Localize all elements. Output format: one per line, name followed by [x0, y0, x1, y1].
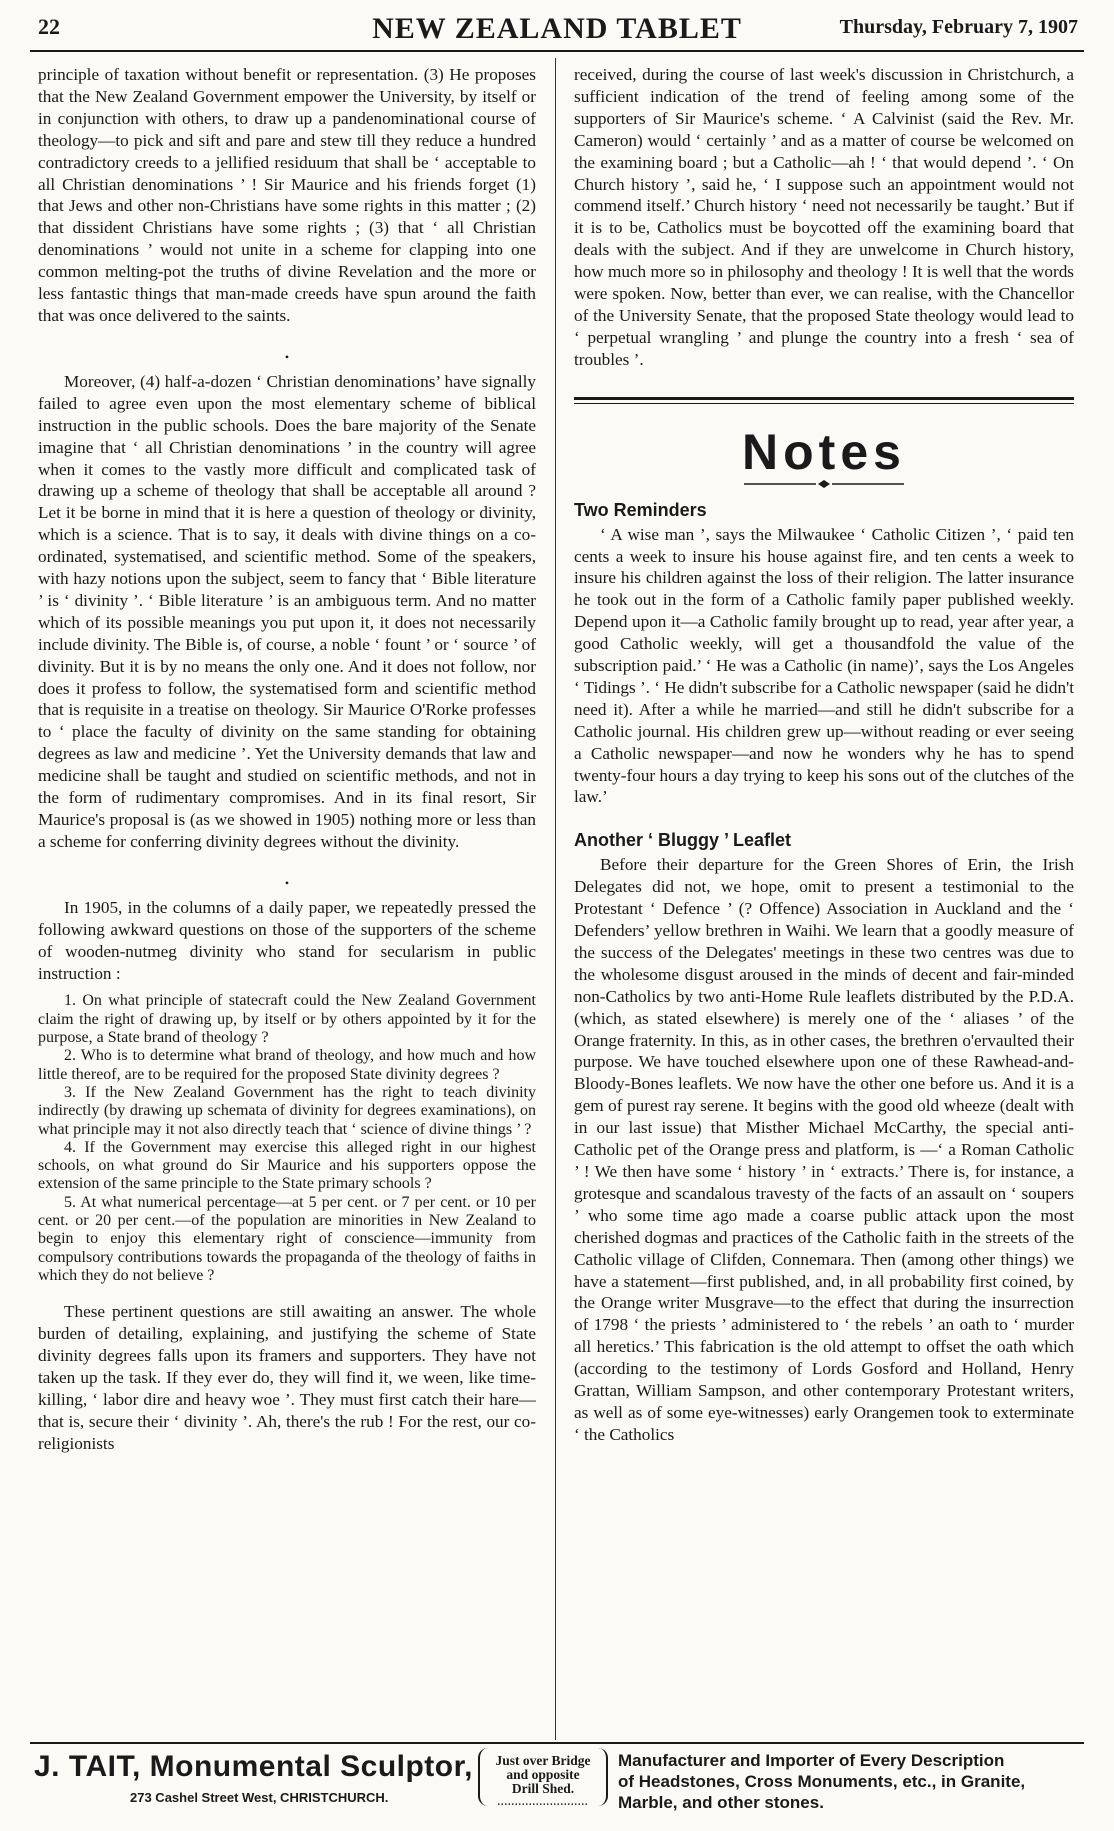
notes-title: Notes — [742, 423, 906, 480]
left-column — [38, 64, 536, 1455]
article-paragraph: Before their departure for the Green Shores of Erin, the Irish Delegates did not, we hope, omit to present a testimonial to the Protestant ‘ Defence ’ (? Offence) Association in Auckland and the ‘ Defenders’ yellow brethren in Waihi. We learn that a goodly measure of the success of the Delegates' meetings in these two centres was due to the wholesome disgust aroused in the minds of decent and fair-minded non-Catholics by two anti-Home Rule leaflets distributed by the P.D.A. (which, as stated elsewhere) is merely one of the ‘ aliases ’ of the Orange fraternity. In this, as in other cases, the brethren o'ervaulted their purpose. We have touched elsewhere upon one of these Rawhead-and-Bloody-Bones leaflets. We now have the other one before us. And it is a gem of purest ray serene. It begins with the good old wheeze (dealt with in our last issue) that Misther Michael McCarthy, the special anti-Catholic pet of the Orange press and platform, is —‘ a Roman Catholic ’ ! We then have some ‘ history ’ in ‘ extracts.’ There is, for instance, a grotesque and scandalous travesty of the facts of an assault on ‘ soupers ’ who some time ago made a coarse public attack upon the most cherished dogmas and practices of the Catholic faith in the streets of the Catholic village of Clifden, Connemara. Then (among other things) we have a statement—first published, and, in all probability first coined, by the Orange writer Musgrave—to the effect that during the insurrection of 1798 ‘ the priests ’ administered to ‘ the rebels ’ an oath to ‘ murder all heretics.’ This fabrication is the old attempt to offset the oath which (according to the testimony of Lords Gosford and Holland, Henry Grattan, William Sampson, and other contemporary Protestant writers, as well as of some eye-witnesses) early Orangemen took to exterminate ‘ the Catholics — [574, 855, 1074, 1444]
section-heading: Another ‘ Bluggy ’ Leaflet — [574, 830, 792, 851]
issue-date: Thursday, February 7, 1907 — [839, 16, 1078, 38]
section-heading: Two Reminders — [574, 499, 707, 520]
location-box — [478, 1748, 608, 1806]
location-line: Drill Shed. — [511, 1781, 575, 1796]
page-number: 22 — [38, 14, 60, 39]
paragraph-separator: • — [284, 349, 290, 364]
article-paragraph: Moreover, (4) half-a-dozen ‘ Christian denominations’ have signally failed to agree even upon the most elementary scheme of biblical instruction in the public schools. Does the bare majority of the Senate imagine that ‘ all Christian denominations ’ in the country will agree when it comes to the vastly more difficult and complicated task of drawing up a scheme of theology that shall be acceptable all around ? Let it be borne in mind that it is here a question of theology or divinity, which is a science. That is to say, it deals with divine things on a co-ordinated, systematised, and scientific method. Some of the speakers, with hazy notions upon the subject, seem to fancy that ‘ Bible literature ’ is ‘ divinity ’. ‘ Bible literature ’ is an ambiguous term. And no matter which of its possible meanings you put upon it, it does not necessarily include divinity. The Bible is, of course, a noble ‘ fount ’ or ‘ source ’ of divinity. But it is by no means the only one. And it does not follow, nor does it profess to follow, the systematised form and scientific method that is requisite in a treatise on theology. Sir Maurice O'Rorke professes to ‘ place the faculty of divinity on the same standing for obtaining degrees as law and medicine ’. Yet the University demands that law and medicine shall be taught and studied on scientific methods, and not in the form of rudimentary compromises. And in its final resort, Sir Maurice's proposal is (as we showed in 1905) nothing more or less than a scheme for conferring divinity degrees without the divinity. — [38, 371, 536, 851]
section-rule — [574, 403, 1074, 404]
question-list — [38, 992, 536, 1285]
question-item: 5. At what numerical percentage—at 5 per cent. or 7 per cent. or 10 per cent. or 20 per cent.—of the population are minorities in New Zealand to begin to enjoy this elementary right of conscience—immunity from compulsory contributions towards the propaganda of the theology of faiths in which they do not believe ? — [38, 1193, 536, 1284]
question-item: 3. If the New Zealand Government has the right to teach divinity indirectly (by drawing up schemata of divinity for degrees examinations), on what principle may it not also directly teach that ‘ science of divine things ’ ? — [38, 1083, 536, 1138]
dotted-rule: .......................... — [497, 1797, 589, 1808]
section-rule — [574, 397, 1074, 400]
right-column — [574, 64, 1074, 1446]
location-line: and opposite — [506, 1767, 580, 1782]
question-item: 1. On what principle of statecraft could the New Zealand Government claim the right of drawing up, by itself or by others appointed by it for the purpose, a State brand of theology ? — [38, 992, 536, 1047]
question-item: 4. If the Government may exercise this alleged right in our highest schools, on what ground do Sir Maurice and his supporters oppose the extension of the same principle to the State primary schools ? — [38, 1138, 536, 1193]
advertiser-address: 273 Cashel Street West, CHRISTCHURCH. — [130, 1790, 389, 1805]
notes-banner — [574, 424, 1074, 488]
advert-line: Manufacturer and Importer of Every Description — [618, 1751, 1005, 1770]
location-line: Just over Bridge — [495, 1753, 591, 1768]
advert-line: of Headstones, Cross Monuments, etc., in Granite, — [618, 1772, 1026, 1791]
paper-title: NEW ZEALAND TABLET — [372, 12, 742, 45]
article-paragraph: These pertinent questions are still awaiting an answer. The whole burden of detailing, explaining, and justifying the scheme of State divinity degrees falls upon its framers and supporters. They have not taken up the task. If they ever do, they will find it, we ween, like time-killing, ‘ labor dire and heavy woe ’. They must first catch their hare—that is, secure their ‘ divinity ’. Ah, there's the rub ! For the rest, our co-religionists — [38, 1302, 536, 1453]
ornament-rule-icon — [744, 480, 904, 488]
advertiser-name: J. TAIT, Monumental Sculptor, — [34, 1750, 473, 1783]
paragraph-separator: • — [284, 875, 290, 890]
advertisement — [30, 1742, 1084, 1814]
column-divider — [555, 58, 556, 1740]
masthead — [30, 14, 1084, 52]
advert-line: Marble, and other stones. — [618, 1793, 824, 1812]
article-paragraph: principle of taxation without benefit or representation. (3) He proposes that the New Zealand Government empower the University, by itself or in conjunction with others, to draw up a pandenominational course of theology—to pick and sift and pare and stew till they reduce a hundred contradictory creeds to a jellified residuum that shall be ‘ acceptable to all Christian denominations ’ ! Sir Maurice and his friends forget (1) that Jews and other non-Christians have some rights in this matter ; (2) that dissident Christians have some rights ; (3) that ‘ all Christian denominations ’ would not unite in a scheme for clapping into one common melting-pot the truths of divine Revelation and the more or less fantastic things that man-made creeds have spun around the faith that was once delivered to the saints. — [38, 65, 536, 325]
article-paragraph: ‘ A wise man ’, says the Milwaukee ‘ Catholic Citizen ’, ‘ paid ten cents a week to insure his house against fire, and ten cents a week to insure his children against the loss of their religion. The latter insurance he took out in the form of a Catholic family paper published weekly. Depend upon it—a Catholic family brought up to read, year after year, a good Catholic weekly, will get a thousandfold the value of the subscription paid.’ ‘ He was a Catholic (in name)’, says the Los Angeles ‘ Tidings ’. ‘ He didn't subscribe for a Catholic newspaper (said he didn't need it). After a while he married—and still he didn't subscribe for a Catholic journal. His children grew up—without reading or ever seeing a Catholic newspaper—and now he wonders why he has to spend twenty-four hours a day trying to keep his sons out of the clutches of the law.’ — [574, 524, 1074, 807]
article-paragraph: received, during the course of last week's discussion in Christchurch, a sufficient indication of the trend of feeling among some of the supporters of Sir Maurice's scheme. ‘ A Calvinist (said the Rev. Mr. Cameron) would ‘ certainly ’ and as a matter of course be welcomed on the examining board ; but a Catholic—ah ! ‘ that would depend ’. ‘ On Church history ’, said he, ‘ I suppose such an appointment would not commend itself.’ Church history ‘ need not necessarily be taught.’ But if it is to be, Catholics must be boycotted off the examining board that deals with the subject. And if they are unwelcome in Church history, how much more so in philosophy and theology ! It is well that the words were spoken. Now, better than ever, we can realise, with the Chancellor of the University Senate, that the proposed State theology would lead to ‘ perpetual wrangling ’ and plunge the country into a fresh ‘ sea of troubles ’. — [574, 65, 1074, 369]
advert-description — [618, 1750, 1078, 1813]
question-item: 2. Who is to determine what brand of theology, and how much and how little thereof, are to be required for the proposed State divinity degrees ? — [38, 1047, 536, 1083]
article-paragraph: In 1905, in the columns of a daily paper, we repeatedly pressed the following awkward questions on those of the supporters of the scheme of wooden-nutmeg divinity who stand for secularism in public instruction : — [38, 897, 536, 983]
